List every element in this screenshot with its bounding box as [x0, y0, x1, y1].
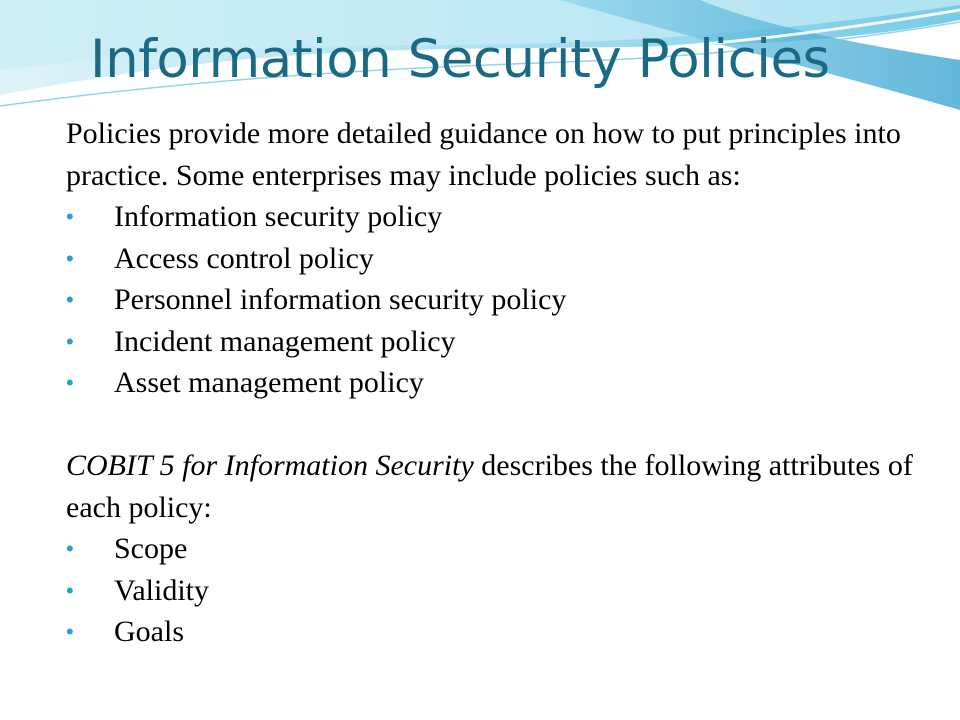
bullet-icon: •: [66, 577, 74, 603]
cobit-title: COBIT 5 for Information Security: [66, 449, 474, 482]
bullet-icon: •: [66, 536, 74, 561]
bullet-icon: •: [66, 328, 74, 354]
list-item: [66, 321, 950, 363]
cobit-text: describes the following attributes of each policy:: [66, 449, 913, 524]
bullet-icon: •: [66, 619, 74, 644]
slide-body: [66, 113, 950, 653]
slide-title: Information Security Policies: [90, 29, 830, 90]
list-item-text: Goals: [114, 615, 184, 648]
list-item: [66, 279, 950, 321]
policy-list: [66, 196, 950, 404]
bullet-icon: •: [66, 204, 74, 229]
list-item-text: Access control policy: [114, 241, 374, 275]
list-item: [66, 611, 950, 653]
bullet-icon: •: [66, 370, 74, 395]
list-item-text: Validity: [114, 573, 209, 607]
intro-paragraph: Policies provide more detailed guidance on how to put principles into practice. Some enterprises may include policies such as:: [66, 117, 901, 192]
attribute-list: [66, 528, 950, 653]
list-item: [66, 570, 950, 612]
list-item-text: Scope: [114, 532, 188, 565]
list-item-text: Information security policy: [114, 200, 443, 233]
list-item: [66, 362, 950, 404]
list-item-text: Incident management policy: [114, 324, 456, 358]
list-item: [66, 238, 950, 280]
list-item: [66, 528, 950, 570]
bullet-icon: •: [66, 245, 74, 271]
bullet-icon: •: [66, 287, 74, 312]
cobit-paragraph: [66, 445, 950, 528]
list-item-text: Personnel information security policy: [114, 283, 567, 316]
list-item-text: Asset management policy: [114, 366, 424, 399]
blank-line: [66, 404, 950, 446]
list-item: [66, 196, 950, 238]
